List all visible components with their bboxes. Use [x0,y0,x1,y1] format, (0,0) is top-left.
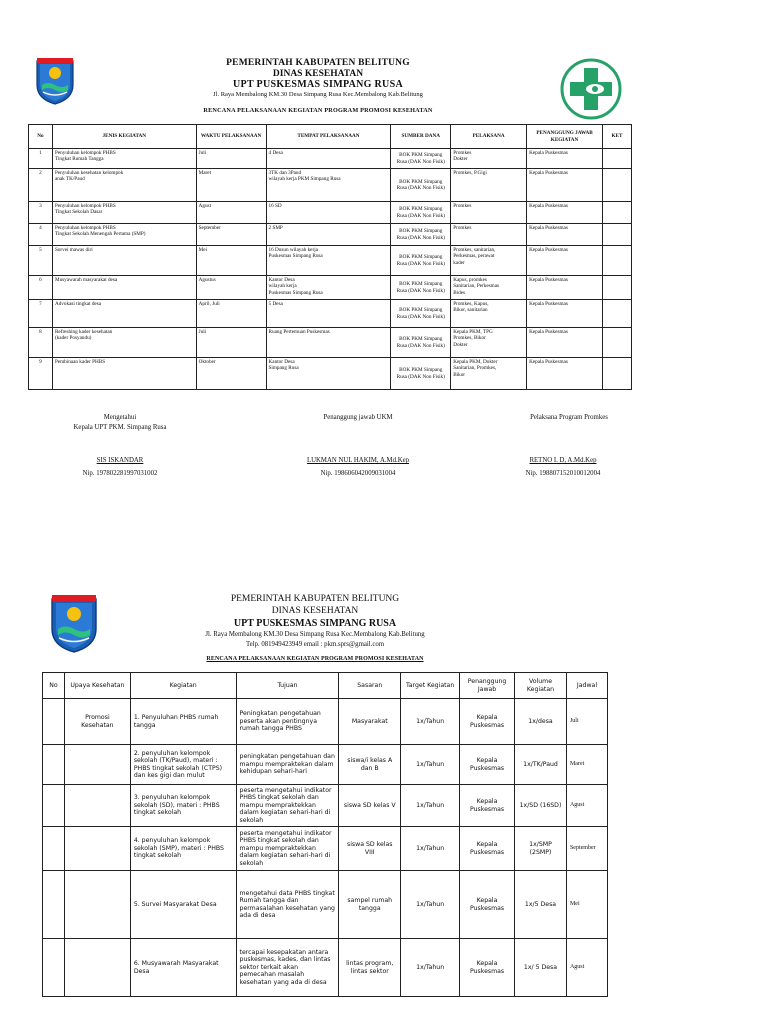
row-waktu: Oktober [196,358,266,390]
row-pj: Kepala Puskesmas [527,202,603,224]
row-waktu: April, Juli [196,300,266,328]
row-pj: Kepala Puskesmas [460,939,515,997]
row-no: 2 [29,169,53,202]
row-jadwal: Agust [566,939,607,997]
doc2-title: RENCANA PELAKSANAAN KEGIATAN PROGRAM PROMOSI KESEHATAN [206,656,424,662]
sig-left-l2: Kepala UPT PKM. Simpang Rusa [73,424,167,431]
doc1-col-ket: KET [602,125,631,149]
row-dana [391,149,451,169]
sig-left-nip: Nip. 197802281997031002 [82,470,158,477]
row-dana-line: Rusa (DAK Non Fisik) [396,373,445,380]
row-pelaksana [451,149,527,169]
row-pelaksana-line: Promkes [453,203,472,209]
row-kegiatan-line: (kader Posyandu) [54,335,92,342]
row-pelaksana-line: Promkes, P.Gigi [453,170,487,176]
row-tempat [266,358,391,390]
doc1-col-pj: PENANGGUNG JAWAB KEGIATAN [527,125,603,149]
row-kegiatan-line: Penyuluhan kelompok PHBS [54,150,116,156]
row-sasaran: siswa SD kelas VIII [339,827,401,871]
row-ket [602,328,631,358]
row-pj: Kepala Puskesmas [460,871,515,939]
doc2-contact: Telp. 081949423949 email : pkm.sprs@gmail.com [245,641,385,648]
row-no: 8 [29,328,53,358]
row-dana-line: BOK PKM Simpang [399,228,443,235]
row-kegiatan-line: Pembinaan kader PHBS [54,359,106,365]
row-ket [602,246,631,276]
row-dana-line: Rusa (DAK Non Fisik) [396,342,445,349]
row-no: 4 [29,224,53,246]
row-pelaksana [451,358,527,390]
row-dana-line: Rusa (DAK Non Fisik) [396,260,445,267]
row-pelaksana-line: Sanitarian, Perkesmas [453,283,500,290]
row-dana-line: BOK PKM Simpang [399,367,443,374]
row-pj: Kepala Puskesmas [527,300,603,328]
sig-right-nip: Nip. 198807152010012004 [525,470,601,477]
row-pelaksana-line: Bides [453,289,466,296]
row-jadwal: Mei [566,871,607,939]
doc1-col-tempat: TEMPAT PELAKSANAAN [266,125,391,149]
doc1-upt-name: UPT PUSKESMAS SIMPANG RUSA [233,79,403,90]
row-tempat-line: Simpang Rusa [268,365,299,372]
row-ket [602,358,631,390]
doc2-dept-name: DINAS KESEHATAN [271,606,359,616]
row-pj: Kepala Puskesmas [527,358,603,390]
row-no [43,745,65,785]
row-pelaksana [451,328,527,358]
row-jadwal: Agust [566,785,607,827]
row-dana [391,169,451,202]
row-kegiatan-line: Advokasi tingkat desa [54,301,102,307]
doc2-col-volume: Volume Kegiatan [515,673,567,699]
row-tempat-line: Kantor Desa [268,277,295,283]
row-tempat-line: wilayah kerja PKM Simpang Rusa [268,176,341,183]
row-pj: Kepala Puskesmas [460,745,515,785]
row-pj: Kepala Puskesmas [460,827,515,871]
row-sasaran: lintas program, lintas sektor [339,939,401,997]
row-jadwal: Juli [566,699,607,745]
row-sasaran: siswa/i kelas A dan B [339,745,401,785]
row-dana-line: BOK PKM Simpang [399,178,443,185]
row-pelaksana [451,169,527,202]
row-kegiatan: 2. penyuluhan kelompok sekolah (TK/Paud), materi : PHBS tingkat sekolah (CTPS) dan kes gigi dan mulut [130,745,236,785]
row-pelaksana-line: Promkes [453,150,472,156]
row-ket [602,224,631,246]
row-tempat-line: Puskesmas Simpang Rusa [268,289,323,296]
row-pelaksana-line: Kepala PKM, TPG [453,329,493,335]
row-kegiatan: 3. penyuluhan kelompok sekolah (SD), materi : PHBS tingkat sekolah [130,785,236,827]
row-pelaksana-line: Bikor, sanitarian [453,307,488,314]
row-volume: 1x/desa [515,699,567,745]
row-tempat-line: Kantor Desa [268,359,295,365]
row-waktu: Maret [196,169,266,202]
row-kegiatan-line: Musyawarah masyarakat desa [54,277,118,283]
row-pelaksana-line: Bikor [453,371,466,378]
row-tujuan: mengetahui data PHBS tingkat Rumah tangga dan permasalahan kesehatan yang ada di desa [236,871,339,939]
row-tujuan: Peningkatan pengetahuan peserta akan pentingnya rumah tangga PHBS [236,699,339,745]
row-upaya [64,827,130,871]
row-kegiatan [52,328,196,358]
row-target: 1x/Tahun [401,939,460,997]
doc1-col-dana: SUMBER DANA [391,125,451,149]
doc2-col-sasaran: Sasaran [339,673,401,699]
belitung-regency-logo-2 [48,594,100,654]
sig-left-name: SIS ISKANDAR [96,457,144,464]
row-kegiatan-line: Refreshing kader kesehatan [54,329,113,335]
row-kegiatan-line: Tingkat Rumah Tangga [54,156,104,163]
row-tempat [266,202,391,224]
doc2-col-jadwal: Jadwal [566,673,607,699]
row-waktu: September [196,224,266,246]
row-dana-line: BOK PKM Simpang [399,152,443,159]
doc2-col-target: Target Kegiatan [401,673,460,699]
row-sasaran: sampel rumah tangga [339,871,401,939]
row-volume: 1x/SD (16SD) [515,785,567,827]
doc2-col-no: No [43,673,65,699]
sig-mid-nip: Nip. 198606042009031004 [320,470,396,477]
row-tempat [266,300,391,328]
row-dana [391,202,451,224]
row-dana-line: BOK PKM Simpang [399,206,443,213]
puskesmas-logo [560,58,622,120]
row-dana-line: Rusa (DAK Non Fisik) [396,234,445,241]
row-kegiatan: 5. Survei Masyarakat Desa [130,871,236,939]
row-tempat-line: Ruang Pertemuan Puskesmas [268,329,330,335]
row-pelaksana-line: Perkesmas, perawat [453,253,495,260]
row-pelaksana [451,224,527,246]
row-kegiatan-line: Penyuluhan kelompok PHBS [54,203,116,209]
row-pj: Kepala Puskesmas [527,149,603,169]
row-pelaksana [451,276,527,300]
row-dana-line: BOK PKM Simpang [399,307,443,314]
row-tempat-line: 16 SD [268,203,282,209]
doc2-gov-name: PEMERINTAH KABUPATEN BELITUNG [230,594,400,604]
row-kegiatan-line: Penyuluhan kelompok PHBS [54,225,116,231]
row-kegiatan: 6. Musyawarah Masyarakat Desa [130,939,236,997]
row-dana [391,246,451,276]
row-no [43,871,65,939]
row-kegiatan [52,224,196,246]
row-tujuan: peningkatan pengetahuan dan mampu mempraktekan dalam kehidupan sehari-hari [236,745,339,785]
row-pelaksana [451,246,527,276]
doc2-col-upaya: Upaya Kesehatan [64,673,130,699]
table-row [29,328,632,358]
row-waktu: Agust [196,202,266,224]
table-row [43,939,608,997]
row-volume: 1x/ 5 Desa [515,939,567,997]
row-no: 3 [29,202,53,224]
row-no: 5 [29,246,53,276]
row-tujuan: peserta mengetahui indikator PHBS tingkat sekolah dan mampu mempraktekkan dalam kegiatan sehari-hari di sekolah [236,827,339,871]
sig-mid-l1: Penanggung jawab UKM [323,414,393,421]
row-kegiatan-line: anak TK/Paud [54,176,85,183]
row-pelaksana [451,300,527,328]
row-volume: 1x/5 Desa [515,871,567,939]
row-dana [391,300,451,328]
row-tempat [266,224,391,246]
row-dana [391,276,451,300]
row-pelaksana-line: Promkes, Bikor [453,335,486,342]
row-no: 9 [29,358,53,390]
belitung-regency-logo [34,57,76,105]
row-kegiatan-line: Survei mawas diri [54,247,93,253]
row-tempat-line: 2 SMP [268,225,283,231]
row-pj: Kepala Puskesmas [527,276,603,300]
row-pelaksana-line: Sanitarian, Promkes, [453,365,497,372]
row-dana [391,358,451,390]
row-ket [602,202,631,224]
table-row [43,785,608,827]
doc1-col-waktu: WAKTU PELAKSANAAN [196,125,266,149]
table-row [29,300,632,328]
row-kegiatan: 1. Penyuluhan PHBS rumah tangga [130,699,236,745]
row-kegiatan-line: Tingkat Sekolah Dasar [54,209,103,216]
table-row [29,246,632,276]
row-pj: Kepala Puskesmas [527,169,603,202]
table-row [29,149,632,169]
row-kegiatan [52,202,196,224]
row-volume: 1x/TK/Paud [515,745,567,785]
row-ket [602,169,631,202]
sig-right-l1: Pelaksana Program Promkes [530,414,608,421]
table-row [43,745,608,785]
row-jadwal: September [566,827,607,871]
row-pj: Kepala Puskesmas [527,246,603,276]
doc1-table [28,124,632,390]
row-kegiatan [52,358,196,390]
row-kegiatan [52,276,196,300]
row-dana-line: BOK PKM Simpang [399,254,443,261]
table-row [29,169,632,202]
row-dana-line: Rusa (DAK Non Fisik) [396,212,445,219]
row-dana-line: Rusa (DAK Non Fisik) [396,287,445,294]
row-sasaran: siswa SD kelas V [339,785,401,827]
sig-left-l1: Mengetahui [103,414,137,421]
row-target: 1x/Tahun [401,871,460,939]
row-ket [602,276,631,300]
row-dana-line: Rusa (DAK Non Fisik) [396,185,445,191]
row-kegiatan [52,169,196,202]
sig-mid-name: LUKMAN NUL HAKIM, A.Md.Kep [306,457,410,464]
doc2-col-tujuan: Tujuan [236,673,339,699]
row-pelaksana [451,202,527,224]
table-row [29,202,632,224]
doc2-table [42,672,608,997]
doc2-upt-name: UPT PUSKESMAS SIMPANG RUSA [233,618,397,629]
row-kegiatan [52,246,196,276]
table-row [43,827,608,871]
row-dana-line: BOK PKM Simpang [399,336,443,343]
doc2-header-row [43,673,608,699]
row-tempat-line: 4 Desa [268,150,283,156]
row-tempat [266,246,391,276]
row-dana-line: BOK PKM Simpang [399,281,443,288]
row-pelaksana-line: Promkes, sanitarian, [453,247,496,253]
doc1-gov-name: PEMERINTAH KABUPATEN BELITUNG [226,58,410,68]
row-pelaksana-line: Kepala PKM, Dokter [453,359,498,365]
row-no: 6 [29,276,53,300]
row-ket [602,149,631,169]
row-pelaksana-line: kader [453,259,465,266]
row-upaya [64,871,130,939]
row-dana [391,224,451,246]
row-no [43,827,65,871]
row-kegiatan-line: Penyuluhan kesehatan kelompok [54,170,124,176]
row-no: 1 [29,149,53,169]
row-dana-line: Rusa (DAK Non Fisik) [396,158,445,165]
sig-right-name: RETNO I. D, A.Md.Kep [529,457,597,464]
row-waktu: Juli [196,149,266,169]
row-upaya [64,785,130,827]
row-pelaksana-line: Dokter [453,156,468,163]
row-waktu: Agustus [196,276,266,300]
row-jadwal: Maret [566,745,607,785]
row-tempat [266,169,391,202]
row-pj: Kepala Puskesmas [527,224,603,246]
row-volume: 1x/SMP (2SMP) [515,827,567,871]
row-upaya [64,939,130,997]
row-pelaksana-line: Promkes [453,225,472,231]
table-row [29,224,632,246]
row-no: 7 [29,300,53,328]
row-dana [391,328,451,358]
table-row [29,276,632,300]
doc1-dept-name: DINAS KESEHATAN [272,69,364,79]
table-row [29,358,632,390]
row-tempat-line: 3TK dan 3Paud [268,170,302,176]
row-waktu: Juli [196,328,266,358]
row-target: 1x/Tahun [401,785,460,827]
row-no [43,939,65,997]
row-ket [602,300,631,328]
row-pj: Kepala Puskesmas [460,699,515,745]
row-tempat-line: wilayah kerja [268,283,297,290]
doc1-title: RENCANA PELAKSANAAN KEGIATAN PROGRAM PROMOSI KESEHATAN [203,107,433,114]
table-row [43,871,608,939]
row-no [43,699,65,745]
row-kegiatan [52,300,196,328]
doc2-col-kegiatan: Kegiatan [130,673,236,699]
row-pelaksana-line: Dokter [453,341,468,348]
row-tempat-line: 16 Dusun wilayah kerja [268,247,318,253]
row-tempat [266,276,391,300]
doc2-col-pj: Penanggung Jawab [460,673,515,699]
row-no [43,785,65,827]
row-kegiatan-line: Tingkat Sekolah Menengah Pertama (SMP) [54,231,146,238]
doc1-col-kegiatan: JENIS KEGIATAN [52,125,196,149]
doc2-address: Jl. Raya Membalong KM.30 Desa Simpang Rusa Kec.Membalong Kab.Belitung [205,631,425,638]
row-pelaksana-line: Promkes, Kapus, [453,301,489,307]
doc1-col-pelaksana: PELAKSANA [451,125,527,149]
doc1-address: Jl. Raya Membalong KM.30 Desa Simpang Rusa Kec.Membalong Kab.Belitung [213,91,423,98]
row-pj: Kepala Puskesmas [527,328,603,358]
row-tempat [266,328,391,358]
row-dana-line: Rusa (DAK Non Fisik) [396,313,445,320]
row-tujuan: tercapai kesepakatan antara puskesmas, kades, dan lintas sektor terkait akan pemecahan masalah kesehatan yang ada di desa [236,939,339,997]
row-waktu: Mei [196,246,266,276]
row-upaya: Promosi Kesehatan [64,699,130,745]
row-sasaran: Masyarakat [339,699,401,745]
row-target: 1x/Tahun [401,745,460,785]
row-kegiatan [52,149,196,169]
doc1-col-no: No [29,125,53,149]
row-tujuan: peserta mengetahui indikator PHBS tingkat sekolah dan mampu mempraktekkan dalam kegiatan sehari-hari di sekolah [236,785,339,827]
row-pelaksana-line: Kapus, promkes [453,277,487,283]
row-tempat [266,149,391,169]
row-pj: Kepala Puskesmas [460,785,515,827]
row-tempat-line: 5 Desa [268,301,283,307]
row-target: 1x/Tahun [401,699,460,745]
row-tempat-line: Puskesmas Simpang Rusa [268,253,323,260]
row-upaya [64,745,130,785]
row-target: 1x/Tahun [401,827,460,871]
doc1-header-row [29,125,632,149]
row-kegiatan: 4. penyuluhan kelompok sekolah (SMP), materi : PHBS tingkat sekolah [130,827,236,871]
table-row [43,699,608,745]
